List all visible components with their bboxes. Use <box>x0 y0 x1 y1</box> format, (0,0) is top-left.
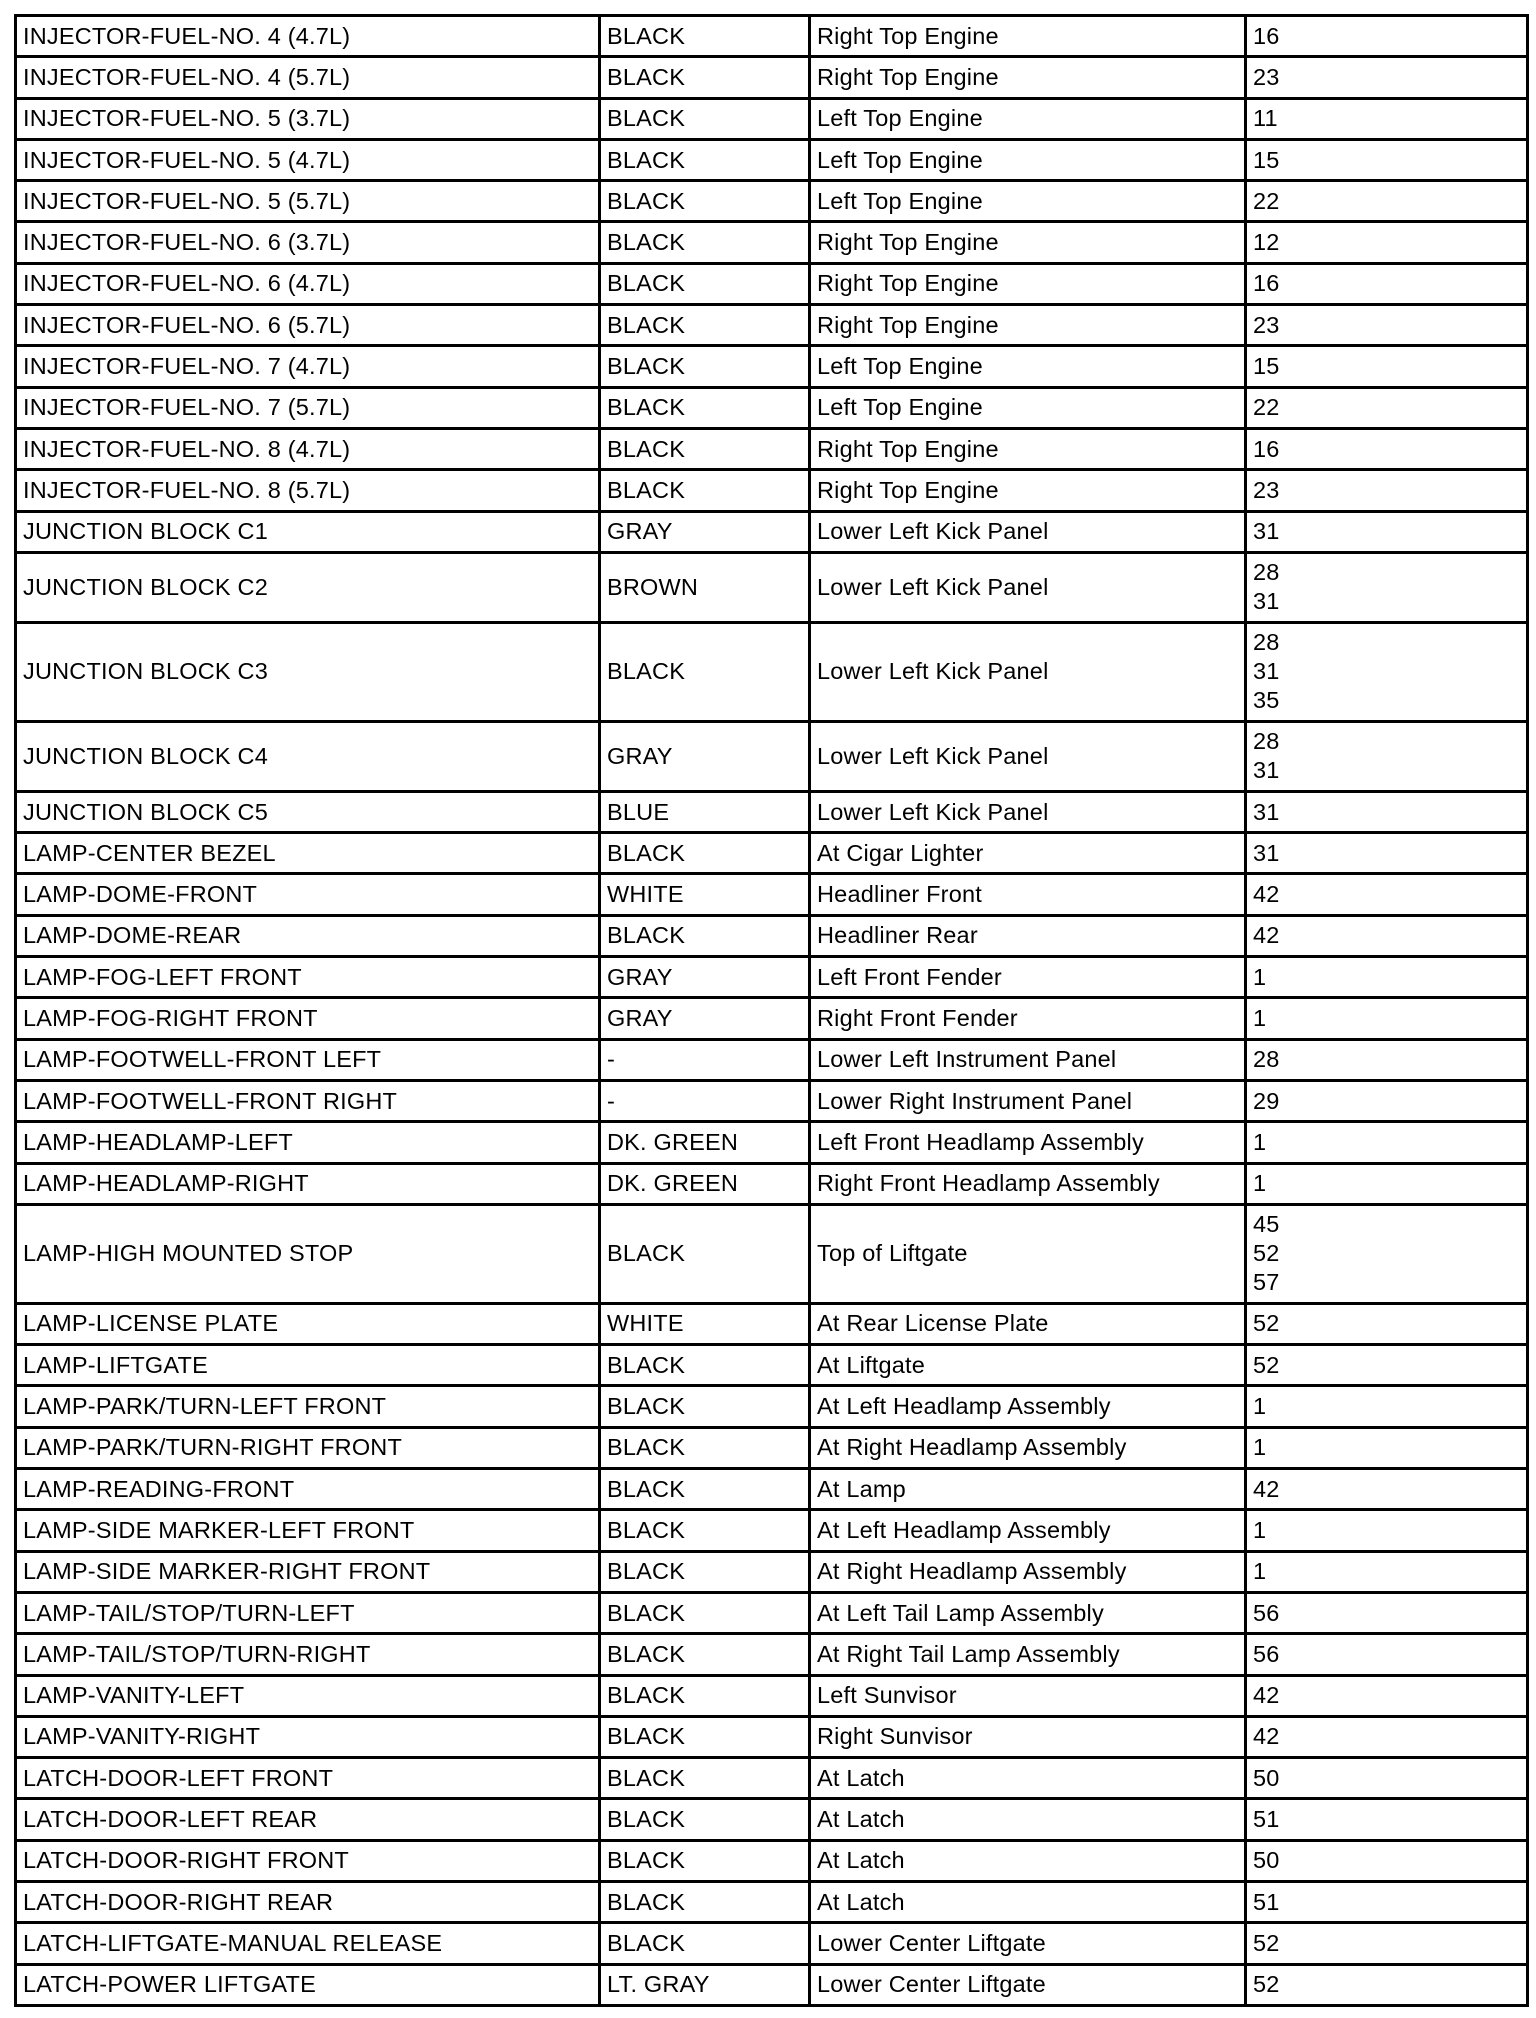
connector-location-cell: Lower Center Liftgate <box>810 1964 1246 2005</box>
connector-color-cell: GRAY <box>600 998 810 1039</box>
figure-number: 1 <box>1253 1128 1267 1155</box>
connector-name-cell: LAMP-VANITY-RIGHT <box>16 1716 600 1757</box>
connector-name-cell: LAMP-CENTER BEZEL <box>16 833 600 874</box>
figure-number: 12 <box>1253 229 1280 256</box>
table-row <box>16 1799 1528 1840</box>
connector-figure-cell <box>1246 98 1528 139</box>
connector-name-cell: JUNCTION BLOCK C3 <box>16 622 600 721</box>
connector-figure-cell <box>1246 387 1528 428</box>
table-row <box>16 428 1528 469</box>
table-row <box>16 1386 1528 1427</box>
connector-figure-cell <box>1246 346 1528 387</box>
connector-color-cell: GRAY <box>600 957 810 998</box>
connector-color-cell: BLACK <box>600 1551 810 1592</box>
connector-figure-cell <box>1246 1427 1528 1468</box>
connector-name-cell: LAMP-HIGH MOUNTED STOP <box>16 1204 600 1303</box>
connector-color-cell: - <box>600 1039 810 1080</box>
connector-figure-cell <box>1246 552 1528 622</box>
figure-number: 50 <box>1253 1847 1280 1874</box>
connector-location-cell: Top of Liftgate <box>810 1204 1246 1303</box>
connector-figure-cell <box>1246 1675 1528 1716</box>
connector-location-cell: Lower Left Kick Panel <box>810 721 1246 791</box>
figure-number: 42 <box>1253 1723 1280 1750</box>
connector-figure-cell <box>1246 222 1528 263</box>
figure-number: 28 <box>1253 629 1280 656</box>
connector-name-cell: INJECTOR-FUEL-NO. 5 (3.7L) <box>16 98 600 139</box>
figure-number: 31 <box>1253 757 1280 784</box>
connector-figure-cell <box>1246 1716 1528 1757</box>
figure-number: 52 <box>1253 1240 1280 1267</box>
connector-color-cell: BLACK <box>600 1592 810 1633</box>
connector-color-cell: BLUE <box>600 791 810 832</box>
table-row <box>16 915 1528 956</box>
table-row <box>16 1551 1528 1592</box>
connector-location-cell: At Latch <box>810 1799 1246 1840</box>
table-row <box>16 346 1528 387</box>
connector-figure-cell <box>1246 1469 1528 1510</box>
figure-number: 52 <box>1253 1971 1280 1998</box>
connector-figure-cell <box>1246 1510 1528 1551</box>
connector-location-cell: Lower Center Liftgate <box>810 1923 1246 1964</box>
connector-name-cell: LAMP-READING-FRONT <box>16 1469 600 1510</box>
connector-figure-cell <box>1246 721 1528 791</box>
connector-figure-cell <box>1246 263 1528 304</box>
connector-name-cell: LAMP-HEADLAMP-LEFT <box>16 1122 600 1163</box>
connector-color-cell: BLACK <box>600 1758 810 1799</box>
connector-figure-cell <box>1246 428 1528 469</box>
connector-color-cell: BLACK <box>600 470 810 511</box>
figure-number: 1 <box>1253 1516 1267 1543</box>
connector-name-cell: LAMP-FOOTWELL-FRONT RIGHT <box>16 1080 600 1121</box>
connector-location-cell: Left Top Engine <box>810 139 1246 180</box>
connector-location-cell: Right Sunvisor <box>810 1716 1246 1757</box>
connector-color-cell: BLACK <box>600 622 810 721</box>
connector-figure-cell <box>1246 1080 1528 1121</box>
connector-color-cell: BLACK <box>600 181 810 222</box>
figure-number: 31 <box>1253 658 1280 685</box>
connector-color-cell: BLACK <box>600 1386 810 1427</box>
table-row <box>16 1345 1528 1386</box>
figure-number: 42 <box>1253 881 1280 908</box>
figure-number: 15 <box>1253 353 1280 380</box>
connector-name-cell: LAMP-TAIL/STOP/TURN-RIGHT <box>16 1634 600 1675</box>
figure-number: 56 <box>1253 1599 1280 1626</box>
figure-number: 22 <box>1253 394 1280 421</box>
connector-location-cell: Right Front Fender <box>810 998 1246 1039</box>
connector-figure-cell <box>1246 622 1528 721</box>
figure-number: 23 <box>1253 311 1280 338</box>
connector-color-cell: BLACK <box>600 57 810 98</box>
table-row <box>16 1469 1528 1510</box>
figure-number: 22 <box>1253 187 1280 214</box>
figure-number: 1 <box>1253 1004 1267 1031</box>
table-row <box>16 1427 1528 1468</box>
connector-figure-cell <box>1246 1039 1528 1080</box>
connector-color-cell: BLACK <box>600 1716 810 1757</box>
table-row <box>16 222 1528 263</box>
connector-figure-cell <box>1246 1303 1528 1344</box>
connector-color-cell: BLACK <box>600 1345 810 1386</box>
connector-location-cell: Lower Left Instrument Panel <box>810 1039 1246 1080</box>
figure-number: 1 <box>1253 1393 1267 1420</box>
connector-figure-cell <box>1246 511 1528 552</box>
connector-figure-cell <box>1246 1592 1528 1633</box>
connector-location-cell: Right Top Engine <box>810 428 1246 469</box>
connector-location-cell: Right Top Engine <box>810 16 1246 57</box>
connector-color-cell: BLACK <box>600 833 810 874</box>
connector-color-cell: BLACK <box>600 1799 810 1840</box>
connector-figure-cell <box>1246 915 1528 956</box>
connector-figure-cell <box>1246 1204 1528 1303</box>
connector-name-cell: LATCH-DOOR-RIGHT FRONT <box>16 1840 600 1881</box>
connector-location-cell: Right Top Engine <box>810 222 1246 263</box>
table-row <box>16 139 1528 180</box>
connector-figure-cell <box>1246 181 1528 222</box>
connector-name-cell: INJECTOR-FUEL-NO. 5 (4.7L) <box>16 139 600 180</box>
connector-location-cell: Left Top Engine <box>810 181 1246 222</box>
figure-number: 29 <box>1253 1087 1280 1114</box>
connector-name-cell: LAMP-LIFTGATE <box>16 1345 600 1386</box>
figure-number: 11 <box>1253 105 1278 132</box>
connector-name-cell: LATCH-DOOR-LEFT REAR <box>16 1799 600 1840</box>
table-row <box>16 1303 1528 1344</box>
table-row <box>16 470 1528 511</box>
connector-name-cell: LAMP-PARK/TURN-LEFT FRONT <box>16 1386 600 1427</box>
connector-figure-cell <box>1246 833 1528 874</box>
connector-figure-cell <box>1246 470 1528 511</box>
connector-location-cell: Left Top Engine <box>810 346 1246 387</box>
connector-figure-cell <box>1246 998 1528 1039</box>
connector-color-cell: BLACK <box>600 1510 810 1551</box>
connector-color-cell: BLACK <box>600 1881 810 1922</box>
connector-figure-cell <box>1246 1122 1528 1163</box>
figure-number: 1 <box>1253 1558 1267 1585</box>
table-row <box>16 263 1528 304</box>
connector-color-cell: BLACK <box>600 1634 810 1675</box>
table-row <box>16 998 1528 1039</box>
connector-color-cell: BLACK <box>600 387 810 428</box>
figure-number: 31 <box>1253 518 1280 545</box>
figure-number: 16 <box>1253 22 1280 49</box>
connector-name-cell: INJECTOR-FUEL-NO. 6 (5.7L) <box>16 305 600 346</box>
connector-color-cell: GRAY <box>600 721 810 791</box>
connector-name-cell: INJECTOR-FUEL-NO. 4 (5.7L) <box>16 57 600 98</box>
connector-name-cell: INJECTOR-FUEL-NO. 7 (4.7L) <box>16 346 600 387</box>
connector-location-cell: At Latch <box>810 1840 1246 1881</box>
connector-figure-cell <box>1246 1163 1528 1204</box>
connector-figure-cell <box>1246 16 1528 57</box>
connector-figure-cell <box>1246 791 1528 832</box>
connector-location-cell: Right Top Engine <box>810 305 1246 346</box>
connector-figure-cell <box>1246 139 1528 180</box>
table-row <box>16 1758 1528 1799</box>
connector-figure-cell <box>1246 1799 1528 1840</box>
connector-color-cell: WHITE <box>600 1303 810 1344</box>
connector-color-cell: BLACK <box>600 1840 810 1881</box>
connector-color-cell: GRAY <box>600 511 810 552</box>
connector-name-cell: LAMP-HEADLAMP-RIGHT <box>16 1163 600 1204</box>
connector-color-cell: BLACK <box>600 305 810 346</box>
connector-figure-cell <box>1246 1840 1528 1881</box>
table-row <box>16 957 1528 998</box>
figure-number: 23 <box>1253 476 1280 503</box>
table-row <box>16 1716 1528 1757</box>
connector-name-cell: LAMP-FOG-RIGHT FRONT <box>16 998 600 1039</box>
connector-name-cell: INJECTOR-FUEL-NO. 6 (3.7L) <box>16 222 600 263</box>
connector-figure-cell <box>1246 1923 1528 1964</box>
connector-location-cell: At Right Headlamp Assembly <box>810 1551 1246 1592</box>
table-row <box>16 622 1528 721</box>
figure-number: 52 <box>1253 1929 1280 1956</box>
table-row <box>16 721 1528 791</box>
connector-name-cell: INJECTOR-FUEL-NO. 8 (5.7L) <box>16 470 600 511</box>
connector-color-cell: BLACK <box>600 139 810 180</box>
connector-location-cell: Left Top Engine <box>810 387 1246 428</box>
connector-location-cell: At Right Headlamp Assembly <box>810 1427 1246 1468</box>
connector-location-cell: At Right Tail Lamp Assembly <box>810 1634 1246 1675</box>
connector-location-cell: At Left Headlamp Assembly <box>810 1386 1246 1427</box>
connector-location-cell: At Left Headlamp Assembly <box>810 1510 1246 1551</box>
connector-figure-cell <box>1246 957 1528 998</box>
connector-name-cell: LAMP-FOOTWELL-FRONT LEFT <box>16 1039 600 1080</box>
figure-number: 42 <box>1253 922 1280 949</box>
connector-name-cell: LAMP-SIDE MARKER-LEFT FRONT <box>16 1510 600 1551</box>
connector-location-cell: Lower Left Kick Panel <box>810 622 1246 721</box>
table-row <box>16 1634 1528 1675</box>
connector-name-cell: LAMP-DOME-FRONT <box>16 874 600 915</box>
figure-number: 28 <box>1253 1046 1280 1073</box>
table-row <box>16 791 1528 832</box>
connector-figure-cell <box>1246 1964 1528 2005</box>
figure-number: 1 <box>1253 1434 1267 1461</box>
table-row <box>16 1080 1528 1121</box>
table-row <box>16 874 1528 915</box>
connector-location-cell: Left Front Fender <box>810 957 1246 998</box>
connector-figure-cell <box>1246 305 1528 346</box>
table-row <box>16 1039 1528 1080</box>
table-row <box>16 1964 1528 2005</box>
table-row <box>16 16 1528 57</box>
table-row <box>16 1204 1528 1303</box>
connector-location-cell: Right Front Headlamp Assembly <box>810 1163 1246 1204</box>
figure-number: 31 <box>1253 798 1280 825</box>
figure-number: 1 <box>1253 963 1267 990</box>
figure-number: 52 <box>1253 1351 1280 1378</box>
connector-color-cell: BLACK <box>600 1675 810 1716</box>
connector-name-cell: LAMP-LICENSE PLATE <box>16 1303 600 1344</box>
table-row <box>16 552 1528 622</box>
connector-color-cell: BLACK <box>600 346 810 387</box>
connector-location-cell: Left Front Headlamp Assembly <box>810 1122 1246 1163</box>
connector-color-cell: - <box>600 1080 810 1121</box>
connector-location-cell: Lower Left Kick Panel <box>810 511 1246 552</box>
figure-number: 45 <box>1253 1211 1280 1238</box>
connector-figure-cell <box>1246 1758 1528 1799</box>
table-row <box>16 511 1528 552</box>
table-row <box>16 1923 1528 1964</box>
connector-location-cell: At Rear License Plate <box>810 1303 1246 1344</box>
connector-name-cell: INJECTOR-FUEL-NO. 6 (4.7L) <box>16 263 600 304</box>
figure-number: 1 <box>1253 1170 1267 1197</box>
connector-location-cell: Right Top Engine <box>810 263 1246 304</box>
table-row <box>16 57 1528 98</box>
connector-location-cell: Left Sunvisor <box>810 1675 1246 1716</box>
figure-number: 23 <box>1253 63 1280 90</box>
table-body <box>16 16 1528 2006</box>
connector-name-cell: JUNCTION BLOCK C1 <box>16 511 600 552</box>
connector-color-cell: DK. GREEN <box>600 1163 810 1204</box>
connector-name-cell: LAMP-PARK/TURN-RIGHT FRONT <box>16 1427 600 1468</box>
figure-number: 52 <box>1253 1310 1280 1337</box>
connector-color-cell: BLACK <box>600 1427 810 1468</box>
connector-color-cell: BLACK <box>600 915 810 956</box>
figure-number: 35 <box>1253 687 1280 714</box>
figure-number: 16 <box>1253 435 1280 462</box>
connector-name-cell: LATCH-POWER LIFTGATE <box>16 1964 600 2005</box>
figure-number: 56 <box>1253 1640 1280 1667</box>
connector-name-cell: LAMP-TAIL/STOP/TURN-LEFT <box>16 1592 600 1633</box>
figure-number: 31 <box>1253 839 1280 866</box>
connector-name-cell: INJECTOR-FUEL-NO. 7 (5.7L) <box>16 387 600 428</box>
connector-location-cell: At Left Tail Lamp Assembly <box>810 1592 1246 1633</box>
table-row <box>16 387 1528 428</box>
connector-color-cell: BLACK <box>600 1469 810 1510</box>
connector-figure-cell <box>1246 57 1528 98</box>
connector-color-cell: BLACK <box>600 98 810 139</box>
connector-color-cell: LT. GRAY <box>600 1964 810 2005</box>
table-row <box>16 1840 1528 1881</box>
connector-figure-cell <box>1246 1551 1528 1592</box>
connector-color-cell: BLACK <box>600 263 810 304</box>
connector-location-cell: Headliner Rear <box>810 915 1246 956</box>
figure-number: 31 <box>1253 588 1280 615</box>
connector-name-cell: LAMP-SIDE MARKER-RIGHT FRONT <box>16 1551 600 1592</box>
connector-name-cell: LAMP-VANITY-LEFT <box>16 1675 600 1716</box>
table-row <box>16 1592 1528 1633</box>
connector-color-cell: DK. GREEN <box>600 1122 810 1163</box>
connector-location-cell: Lower Left Kick Panel <box>810 552 1246 622</box>
connector-name-cell: INJECTOR-FUEL-NO. 4 (4.7L) <box>16 16 600 57</box>
connector-location-cell: At Lamp <box>810 1469 1246 1510</box>
connector-color-cell: WHITE <box>600 874 810 915</box>
figure-number: 16 <box>1253 270 1280 297</box>
connector-figure-cell <box>1246 874 1528 915</box>
figure-number: 15 <box>1253 146 1280 173</box>
connector-figure-cell <box>1246 1386 1528 1427</box>
connector-location-cell: At Latch <box>810 1881 1246 1922</box>
connector-figure-cell <box>1246 1634 1528 1675</box>
connector-figure-cell <box>1246 1881 1528 1922</box>
figure-number: 28 <box>1253 559 1280 586</box>
figure-number: 42 <box>1253 1682 1280 1709</box>
connector-location-cell: Headliner Front <box>810 874 1246 915</box>
connector-name-cell: JUNCTION BLOCK C2 <box>16 552 600 622</box>
connector-name-cell: INJECTOR-FUEL-NO. 5 (5.7L) <box>16 181 600 222</box>
figure-number: 50 <box>1253 1764 1280 1791</box>
connector-location-cell: At Cigar Lighter <box>810 833 1246 874</box>
connector-location-cell: Right Top Engine <box>810 57 1246 98</box>
connector-location-cell: At Latch <box>810 1758 1246 1799</box>
table-row <box>16 1163 1528 1204</box>
connector-name-cell: JUNCTION BLOCK C5 <box>16 791 600 832</box>
figure-number: 28 <box>1253 728 1280 755</box>
figure-number: 42 <box>1253 1475 1280 1502</box>
connector-color-cell: BLACK <box>600 1204 810 1303</box>
connector-name-cell: LATCH-DOOR-LEFT FRONT <box>16 1758 600 1799</box>
connector-location-cell: Lower Right Instrument Panel <box>810 1080 1246 1121</box>
table-row <box>16 98 1528 139</box>
table-row <box>16 1510 1528 1551</box>
connector-color-cell: BLACK <box>600 16 810 57</box>
connector-location-cell: Right Top Engine <box>810 470 1246 511</box>
table-row <box>16 181 1528 222</box>
connector-name-cell: LAMP-DOME-REAR <box>16 915 600 956</box>
connector-name-cell: LAMP-FOG-LEFT FRONT <box>16 957 600 998</box>
connector-location-cell: Left Top Engine <box>810 98 1246 139</box>
connector-name-cell: LATCH-DOOR-RIGHT REAR <box>16 1881 600 1922</box>
figure-number: 51 <box>1253 1806 1280 1833</box>
table-row <box>16 1881 1528 1922</box>
table-row <box>16 1675 1528 1716</box>
connector-color-cell: BROWN <box>600 552 810 622</box>
connector-color-cell: BLACK <box>600 1923 810 1964</box>
figure-number: 57 <box>1253 1269 1280 1296</box>
connector-figure-cell <box>1246 1345 1528 1386</box>
connector-name-cell: LATCH-LIFTGATE-MANUAL RELEASE <box>16 1923 600 1964</box>
table-row <box>16 1122 1528 1163</box>
connector-name-cell: INJECTOR-FUEL-NO. 8 (4.7L) <box>16 428 600 469</box>
table-row <box>16 305 1528 346</box>
connector-name-cell: JUNCTION BLOCK C4 <box>16 721 600 791</box>
connector-location-cell: Lower Left Kick Panel <box>810 791 1246 832</box>
connector-location-table <box>14 14 1529 2007</box>
table-row <box>16 833 1528 874</box>
connector-location-cell: At Liftgate <box>810 1345 1246 1386</box>
figure-number: 51 <box>1253 1888 1280 1915</box>
connector-color-cell: BLACK <box>600 222 810 263</box>
connector-color-cell: BLACK <box>600 428 810 469</box>
